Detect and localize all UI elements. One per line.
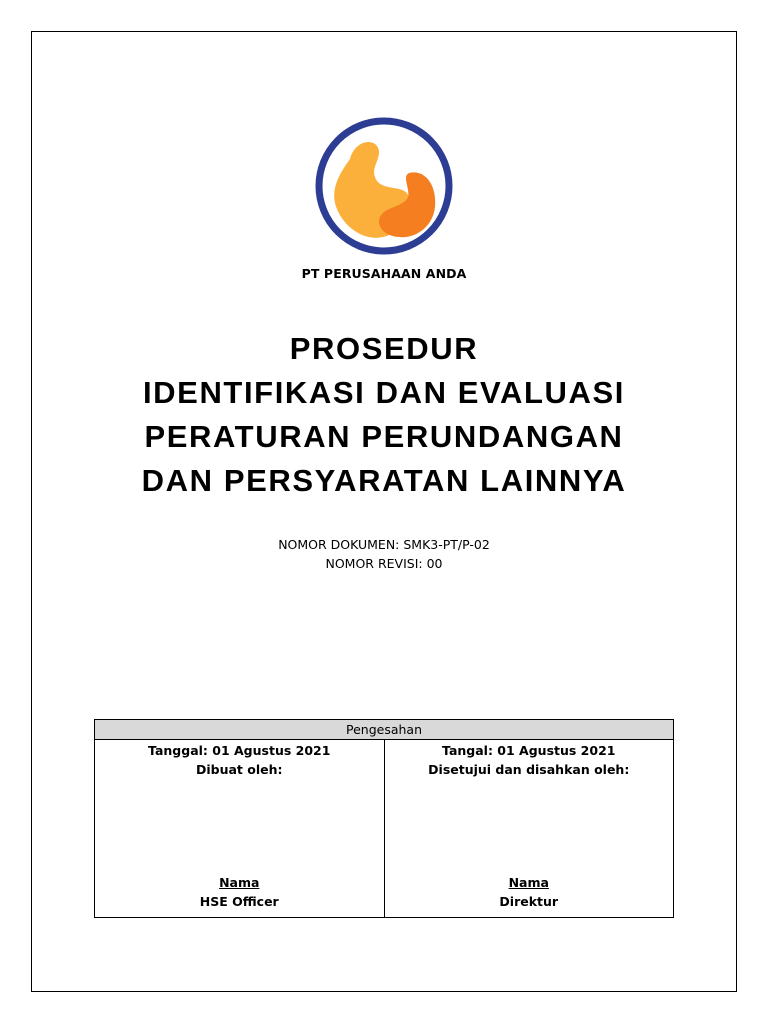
creator-role-label: Dibuat oleh: xyxy=(195,762,283,777)
approval-table xyxy=(94,719,674,918)
creator-position: HSE Officer xyxy=(199,894,279,909)
creator-bottom xyxy=(95,873,384,911)
title-line-3: PERATURAN PERUNDANGAN xyxy=(144,419,624,454)
company-logo xyxy=(313,115,455,257)
creator-name-label: Nama xyxy=(219,875,260,890)
title-line-2: IDENTIFIKASI DAN EVALUASI xyxy=(142,375,626,410)
approval-body xyxy=(95,740,673,917)
approver-bottom xyxy=(385,873,674,911)
approver-top xyxy=(385,741,674,779)
approver-position: Direktur xyxy=(499,894,559,909)
approval-column-approver xyxy=(385,740,674,917)
company-logo-icon xyxy=(313,115,455,257)
approver-role-label: Disetujui dan disahkan oleh: xyxy=(428,762,630,777)
document-info xyxy=(0,535,768,573)
creator-date: Tanggal: 01 Agustus 2021 xyxy=(148,743,331,758)
title-line-4: DAN PERSYARATAN LAINNYA xyxy=(141,463,627,498)
approver-name-label: Nama xyxy=(508,875,549,890)
creator-top xyxy=(95,741,384,779)
title-line-1: PROSEDUR xyxy=(289,331,479,366)
revision-number: NOMOR REVISI: 00 xyxy=(325,556,443,571)
document-title xyxy=(100,327,668,503)
company-name: PT PERUSAHAAN ANDA xyxy=(301,266,467,281)
approver-date: Tangal: 01 Agustus 2021 xyxy=(442,743,616,758)
approval-column-creator xyxy=(95,740,385,917)
approval-header: Pengesahan xyxy=(95,720,673,740)
document-number: NOMOR DOKUMEN: SMK3-PT/P-02 xyxy=(278,537,490,552)
